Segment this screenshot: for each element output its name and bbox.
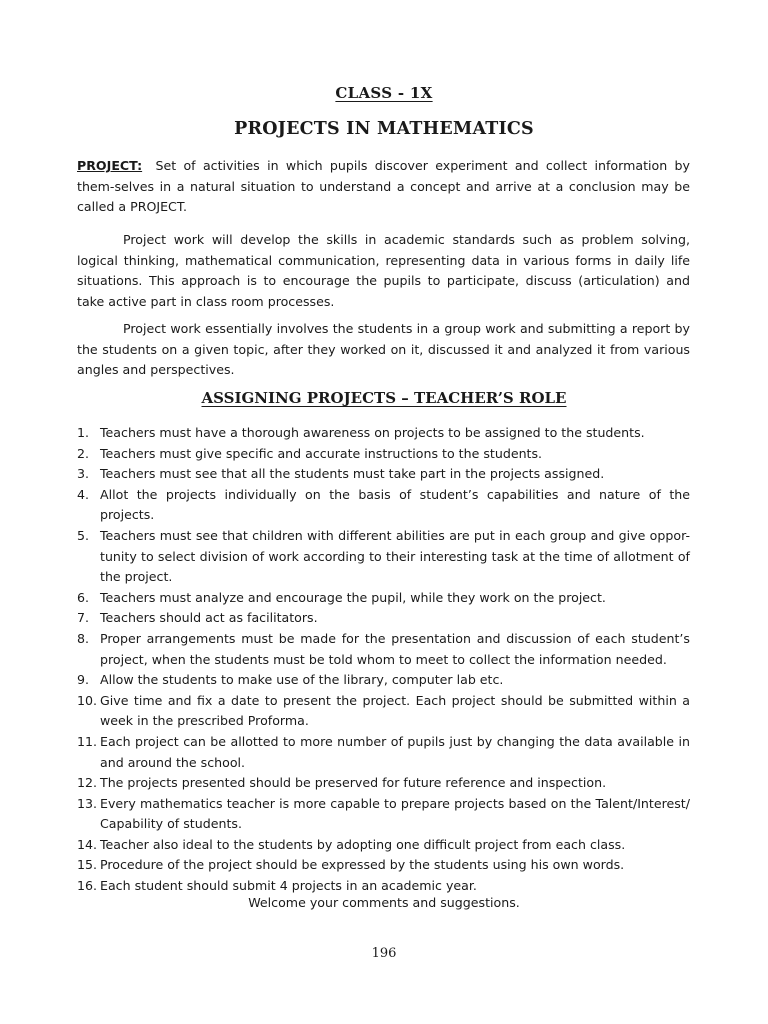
list-item-number: 6. (77, 589, 90, 605)
list-item-text: Give time and fix a date to present the project. Each project should be submitted within a week in the prescribed Proforma. (100, 692, 690, 729)
list-item (77, 608, 690, 629)
list-item-number: 7. (77, 610, 90, 626)
list-item-number: 3. (77, 466, 90, 482)
closing-note: Welcome your comments and suggestions. (248, 895, 520, 910)
class-heading: CLASS - 1X (335, 84, 433, 102)
list-item (77, 691, 690, 732)
list-item-number: 12. (77, 775, 98, 791)
list-item-text: Allow the students to make use of the library, computer lab etc. (100, 672, 504, 688)
list-item-text: Proper arrangements must be made for the presentation and discussion of each student’s project, when the students must be told whom to meet to collect the information needed. (100, 630, 690, 667)
definition-term: PROJECT: (77, 158, 143, 173)
list-item-text: Teachers must have a thorough awareness on projects to be assigned to the students. (100, 425, 645, 440)
project-definition (77, 156, 690, 218)
list-item (77, 464, 690, 485)
list-item (77, 794, 690, 835)
list-item-text: Teachers must see that children with different abilities are put in each group and give oppor-tunity to select division of work according to their interesting task at the time of allotment of the project. (100, 527, 690, 585)
list-item (77, 773, 690, 794)
list-item-text: Each student should submit 4 projects in an academic year. (100, 878, 477, 894)
list-item-number: 15. (77, 857, 98, 873)
list-item-number: 16. (77, 878, 98, 894)
list-item-number: 8. (77, 630, 90, 646)
list-item-number: 13. (77, 795, 98, 811)
list-item-text: Teacher also ideal to the students by adopting one difficult project from each class. (100, 836, 626, 852)
list-item-number: 9. (77, 672, 90, 688)
list-item-text: Teachers must see that all the students must take part in the projects assigned. (100, 466, 605, 482)
list-item (77, 588, 690, 609)
list-item-number: 5. (77, 527, 90, 543)
list-item-number: 1. (77, 425, 90, 440)
paragraph-skills: Project work will develop the skills in academic standards such as problem solving, logical thinking, mathematical communication, representing data in various forms in daily life situations. This approach is to encourage the pupils to participate, discuss (articulation) and take active part in class room processes. (77, 232, 690, 309)
definition-text: Set of activities in which pupils discover experiment and collect information by them-selves in a natural situation to understand a concept and arrive at a conclusion may be called a PROJECT. (77, 158, 690, 215)
list-item (77, 670, 690, 691)
section-heading: ASSIGNING PROJECTS – TEACHER’S ROLE (201, 389, 567, 407)
list-item (77, 876, 690, 897)
list-item (77, 526, 690, 588)
list-item-number: 10. (77, 692, 98, 708)
list-item (77, 835, 690, 856)
list-item-text: Every mathematics teacher is more capable to prepare projects based on the Talent/Interest/ Capability of students. (100, 795, 690, 832)
list-item-text: Teachers must analyze and encourage the pupil, while they work on the project. (100, 589, 606, 605)
list-item-text: The projects presented should be preserved for future reference and inspection. (100, 775, 607, 791)
page-title: PROJECTS IN MATHEMATICS (234, 119, 534, 139)
list-item-text: Teachers must give specific and accurate instructions to the students. (100, 445, 543, 461)
list-item-number: 4. (77, 486, 90, 502)
list-item-text: Procedure of the project should be expressed by the students using his own words. (100, 857, 625, 873)
list-item (77, 485, 690, 526)
list-item-text: Teachers should act as facilitators. (100, 610, 318, 626)
list-item (77, 732, 690, 773)
list-item-text: Allot the projects individually on the basis of student’s capabilities and nature of the projects. (100, 486, 690, 523)
teacher-role-list (77, 423, 690, 897)
list-item (77, 629, 690, 670)
list-item (77, 423, 690, 444)
list-item (77, 444, 690, 465)
page-number: 196 (371, 946, 397, 961)
list-item-number: 2. (77, 445, 90, 461)
paragraph-group-work: Project work essentially involves the students in a group work and submitting a report by the students on a given topic, after they worked on it, discussed it and analyzed it from various angles and perspectives. (77, 321, 690, 378)
list-item-number: 11. (77, 733, 98, 749)
list-item (77, 855, 690, 876)
list-item-number: 14. (77, 836, 98, 852)
list-item-text: Each project can be allotted to more number of pupils just by changing the data available in and around the school. (100, 733, 690, 770)
